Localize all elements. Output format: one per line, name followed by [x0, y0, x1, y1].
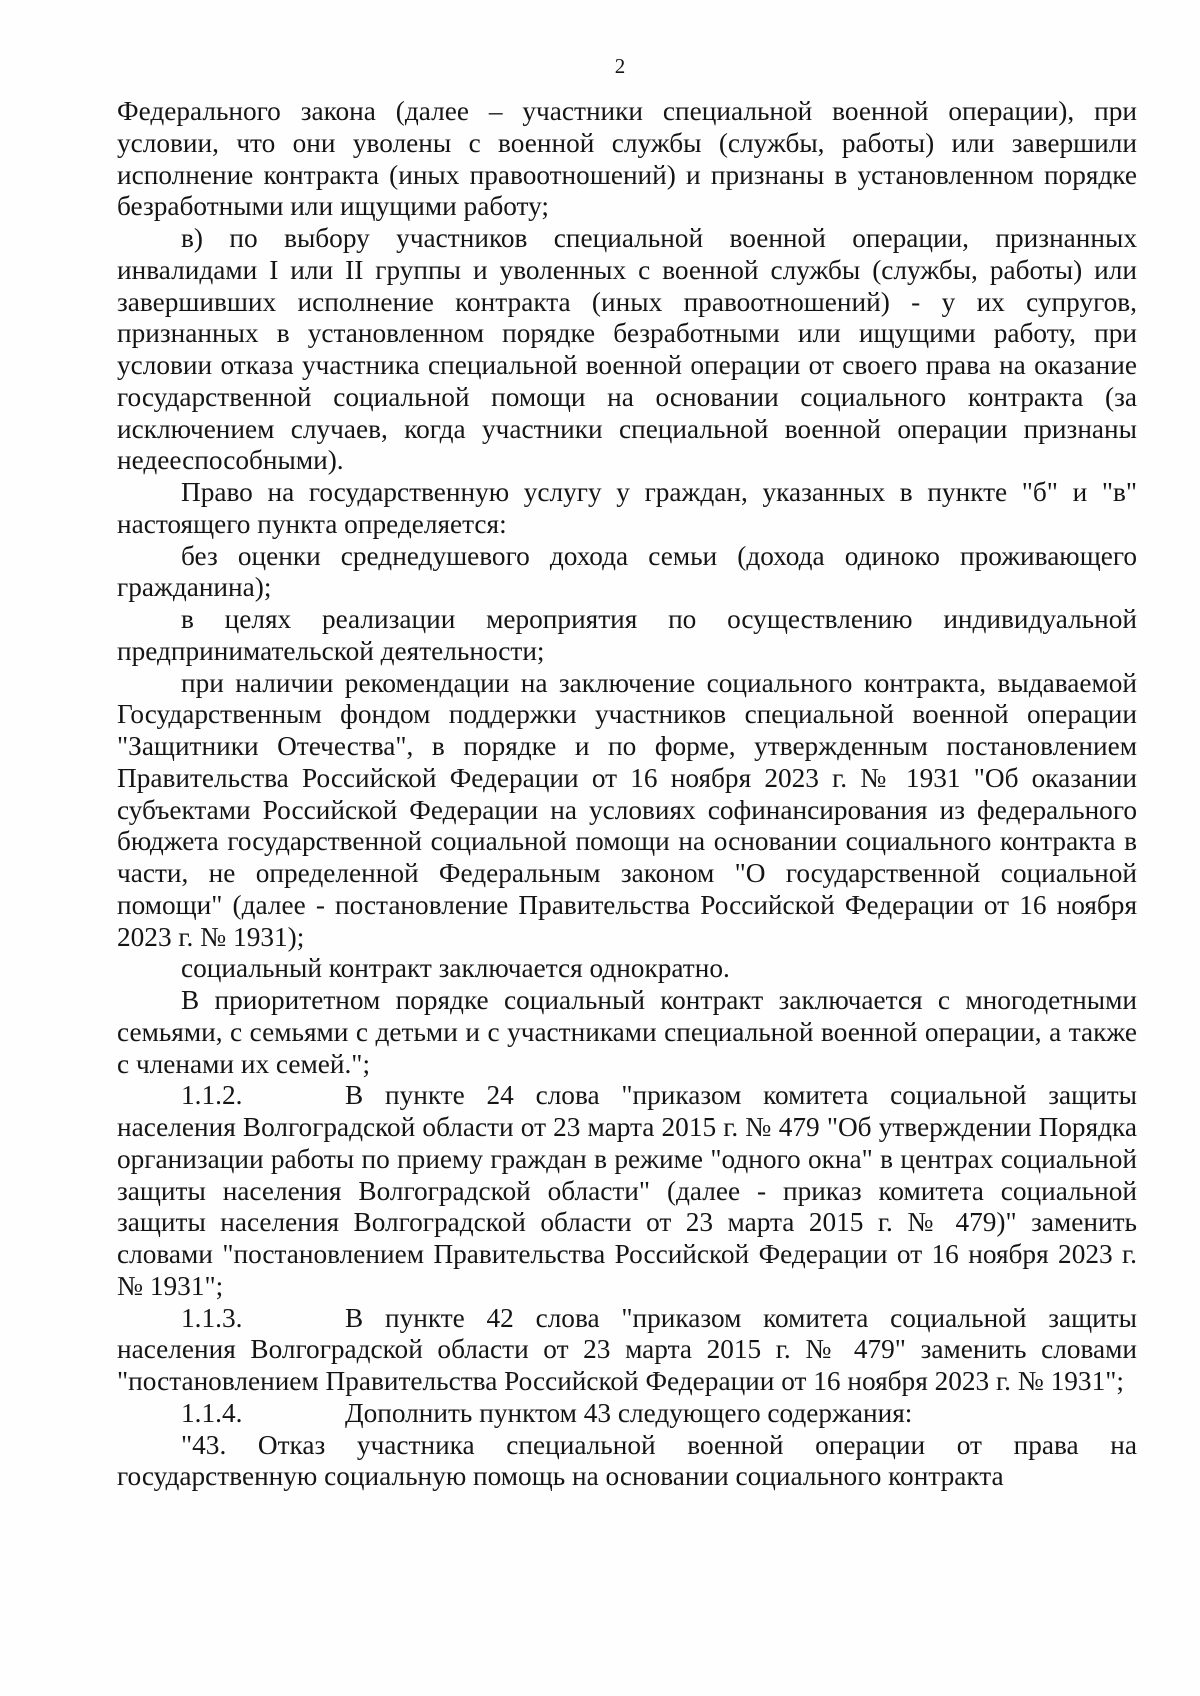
document-body: [117, 96, 1137, 1493]
amendment-item-1-1-4: [117, 1398, 1137, 1430]
paragraph-once: социальный контракт заключается однократно.: [181, 953, 730, 984]
item-text: В пункте 24 слова "приказом комитета социальной защиты населения Волгоградской области от 23 марта 2015 г. № 479 "Об утверждении Порядка организации работы по приему граждан в режиме "одного окна" в центрах социальной защиты населения Волгоградской области" (далее - приказ комитета социальной защиты населения Волгоградской области от 23 марта 2015 г. № 479)" заменить словами "постановлением Правительства Российской Федерации от 16 ноября 2023 г. № 1931";: [117, 1080, 1137, 1301]
paragraph-condition-business: в целях реализации мероприятия по осуществлению индивидуальной предпринимательской деятельности;: [117, 604, 1137, 666]
paragraph-condition-recommendation: при наличии рекомендации на заключение социального контракта, выдаваемой Государственным фондом поддержки участников специальной военной операции "Защитники Отечества", в порядке и по форме, утвержденным постановлением Правительства Российской Федерации от 16 ноября 2023 г. № 1931 "Об оказании субъектами Российской Федерации на условиях софинансирования из федерального бюджета государственной социальной помощи на основании социального контракта в части, не определенной Федеральным законом "О государственной социальной помощи" (далее - постановление Правительства Российской Федерации от 16 ноября 2023 г. № 1931);: [117, 667, 1137, 952]
item-number: 1.1.2.: [181, 1080, 243, 1111]
paragraph-item-v: в) по выбору участников специальной военной операции, признанных инвалидами I или II группы и уволенных с военной службы (службы, работы) или завершивших исполнение контракта (иных правоотношений) - у их супругов, признанных в установленном порядке безработными или ищущими работу, при условии отказа участника специальной военной операции от своего права на оказание государственной социальной помощи на основании социального контракта (за исключением случаев, когда участники специальной военной операции признаны недееспособными).: [117, 223, 1137, 476]
page-number: 2: [614, 54, 626, 78]
item-number: 1.1.4.: [181, 1397, 243, 1428]
item-text: В пункте 42 слова "приказом комитета социальной защиты населения Волгоградской области от 23 марта 2015 г. № 479" заменить словами "постановлением Правительства Российской Федерации от 16 ноября 2023 г. № 1931";: [117, 1302, 1137, 1396]
item-text: Дополнить пунктом 43 следующего содержания:: [345, 1397, 913, 1428]
paragraph-priority: В приоритетном порядке социальный контракт заключается с многодетными семьями, с семьями с детьми и с участниками специальной военной операции, а также с членами их семей.";: [117, 985, 1137, 1079]
amendment-item-1-1-3: [117, 1303, 1137, 1398]
amendment-item-1-1-2: [117, 1080, 1137, 1302]
paragraph-eligibility: Право на государственную услугу у граждан, указанных в пункте "б" и "в" настоящего пункта определяется:: [117, 477, 1137, 539]
paragraph-point-43: "43. Отказ участника специальной военной операции от права на государственную социальную помощь на основании социального контракта: [117, 1429, 1137, 1492]
paragraph-continuation: Федерального закона (далее – участники специальной военной операции), при условии, что они уволены с военной службы (службы, работы) или завершили исполнение контракта (иных правоотношений) и признаны в установленном порядке безработными или ищущими работу;: [117, 96, 1137, 222]
item-number: 1.1.3.: [181, 1302, 243, 1333]
paragraph-condition-income: без оценки среднедушевого дохода семьи (дохода одиноко проживающего гражданина);: [117, 540, 1137, 603]
